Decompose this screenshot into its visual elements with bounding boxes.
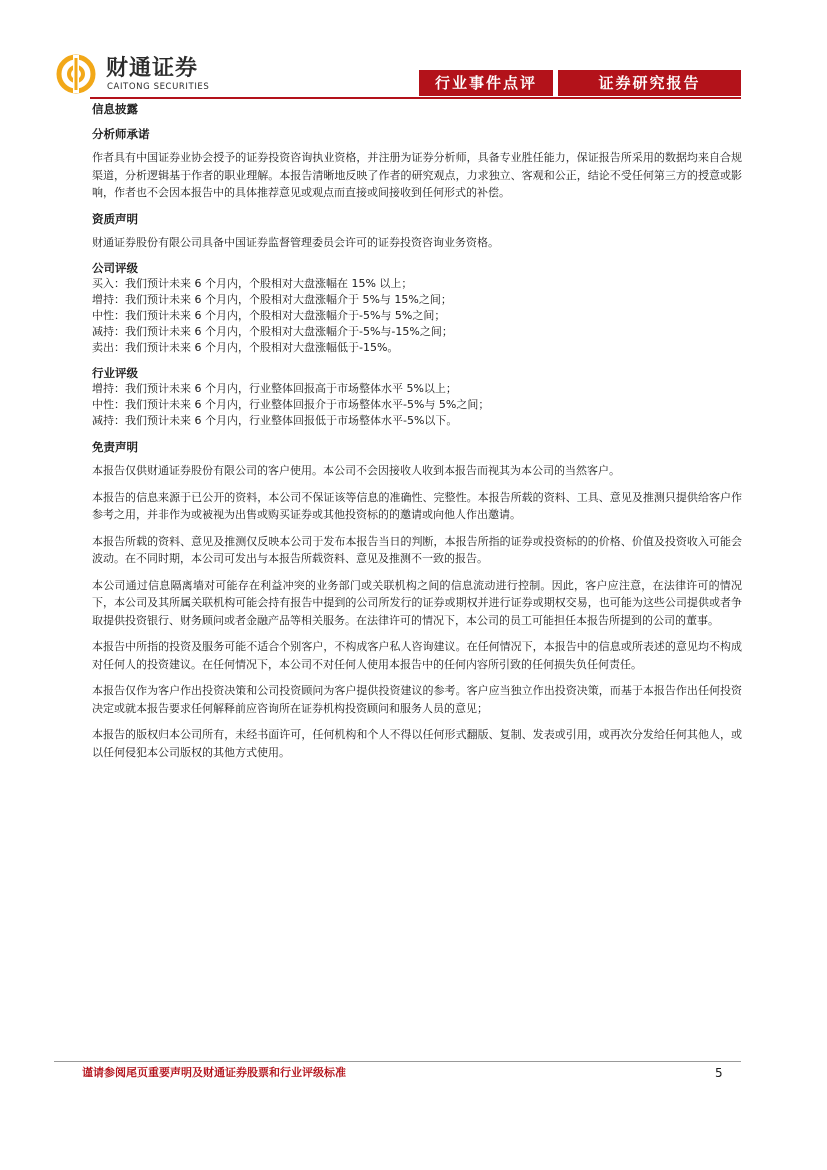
- logo-mark-icon: [54, 54, 98, 94]
- company-logo: [54, 54, 224, 94]
- disclaimer-paragraph: 本报告仅供财通证券股份有限公司的客户使用。本公司不会因接收人收到本报告而视其为本公司的当然客户。: [92, 464, 620, 477]
- header-tab-event-review: 行业事件点评: [419, 70, 553, 96]
- section-title-qualification: 资质声明: [92, 211, 138, 226]
- industry-rating-item: 中性：我们预计未来 6 个月内，行业整体回报介于市场整体水平-5%与 5%之间；: [92, 398, 490, 411]
- header-tab-research-report: 证券研究报告: [558, 70, 741, 96]
- company-rating-item: 卖出：我们预计未来 6 个月内，个股相对大盘涨幅低于-15%。: [92, 341, 399, 354]
- disclaimer-paragraph: 本报告所载的资料、意见及推测仅反映本公司于发布本报告当日的判断，本报告所指的证券或投资标的的价格、价值及投资收入可能会波动。在不同时期，本公司可发出与本报告所载资料、意见及推测不一致的报告。: [92, 534, 742, 565]
- industry-rating-item: 增持：我们预计未来 6 个月内，行业整体回报高于市场整体水平 5%以上；: [92, 382, 457, 395]
- footer-disclaimer-note: 谨请参阅尾页重要声明及财通证券股票和行业评级标准: [82, 1066, 346, 1079]
- company-rating-item: 增持：我们预计未来 6 个月内，个股相对大盘涨幅介于 5%与 15%之间；: [92, 293, 452, 306]
- logo-chinese-name: 财通证券: [106, 56, 199, 81]
- disclaimer-paragraph: 本报告的版权归本公司所有，未经书面许可，任何机构和个人不得以任何形式翻版、复制、发表或引用，或再次分发给任何其他人，或以任何侵犯本公司版权的其他方式使用。: [92, 728, 742, 759]
- disclaimer-paragraph: 本报告仅作为客户作出投资决策和公司投资顾问为客户提供投资建议的参考。客户应当独立作出投资决策，而基于本报告作出任何投资决定或就本报告要求任何解释前应咨询所在证券机构投资顾问和服务人员的意见；: [92, 684, 742, 715]
- header-divider: [90, 97, 741, 99]
- section-title-industry-rating: 行业评级: [92, 366, 138, 380]
- section-title-analyst: 分析师承诺: [92, 127, 150, 141]
- section-title-company-rating: 公司评级: [92, 261, 138, 275]
- section-title-disclosure: 信息披露: [92, 102, 138, 116]
- main-content: [92, 101, 742, 761]
- disclaimer-paragraph: 本报告的信息来源于已公开的资料，本公司不保证该等信息的准确性、完整性。本报告所载的资料、工具、意见及推测只提供给客户作参考之用，并非作为或被视为出售或购买证券或其他投资标的的邀请或向他人作出邀请。: [92, 490, 742, 521]
- company-rating-item: 中性：我们预计未来 6 个月内，个股相对大盘涨幅介于-5%与 5%之间；: [92, 309, 446, 322]
- analyst-commitment-text: 作者具有中国证券业协会授予的证券投资咨询执业资格，并注册为证券分析师，具备专业胜任能力，保证报告所采用的数据均来自合规渠道，分析逻辑基于作者的职业理解。本报告清晰地反映了作者的研究观点，力求独立、客观和公正，结论不受任何第三方的授意或影响，作者也不会因本报告中的具体推荐意见或观点而直接或间接收到任何形式的补偿。: [92, 151, 742, 199]
- page-number: 5: [715, 1066, 723, 1080]
- industry-rating-item: 减持：我们预计未来 6 个月内，行业整体回报低于市场整体水平-5%以下。: [92, 414, 458, 427]
- logo-english-name: CAITONG SECURITIES: [107, 82, 210, 92]
- company-rating-item: 减持：我们预计未来 6 个月内，个股相对大盘涨幅介于-5%与-15%之间；: [92, 325, 453, 338]
- footer-divider: [54, 1061, 741, 1062]
- company-rating-item: 买入：我们预计未来 6 个月内，个股相对大盘涨幅在 15% 以上；: [92, 277, 413, 290]
- section-title-disclaimer: 免责声明: [92, 440, 138, 454]
- disclaimer-paragraph: 本报告中所指的投资及服务可能不适合个别客户，不构成客户私人咨询建议。在任何情况下，本报告中的信息或所表述的意见均不构成对任何人的投资建议。在任何情况下，本公司不对任何人使用本报告中的任何内容所引致的任何损失负任何责任。: [92, 640, 742, 671]
- qualification-text: 财通证券股份有限公司具备中国证券监督管理委员会许可的证券投资咨询业务资格。: [92, 235, 499, 249]
- disclaimer-paragraph: 本公司通过信息隔离墙对可能存在利益冲突的业务部门或关联机构之间的信息流动进行控制。因此，客户应注意，在法律许可的情况下，本公司及其所属关联机构可能会持有报告中提到的公司所发行的证券或期权并进行证券或期权交易，也可能为这些公司提供或者争取提供投资银行、财务顾问或者金融产品等相关服务。在法律许可的情况下，本公司的员工可能担任本报告所提到的公司的董事。: [92, 578, 742, 627]
